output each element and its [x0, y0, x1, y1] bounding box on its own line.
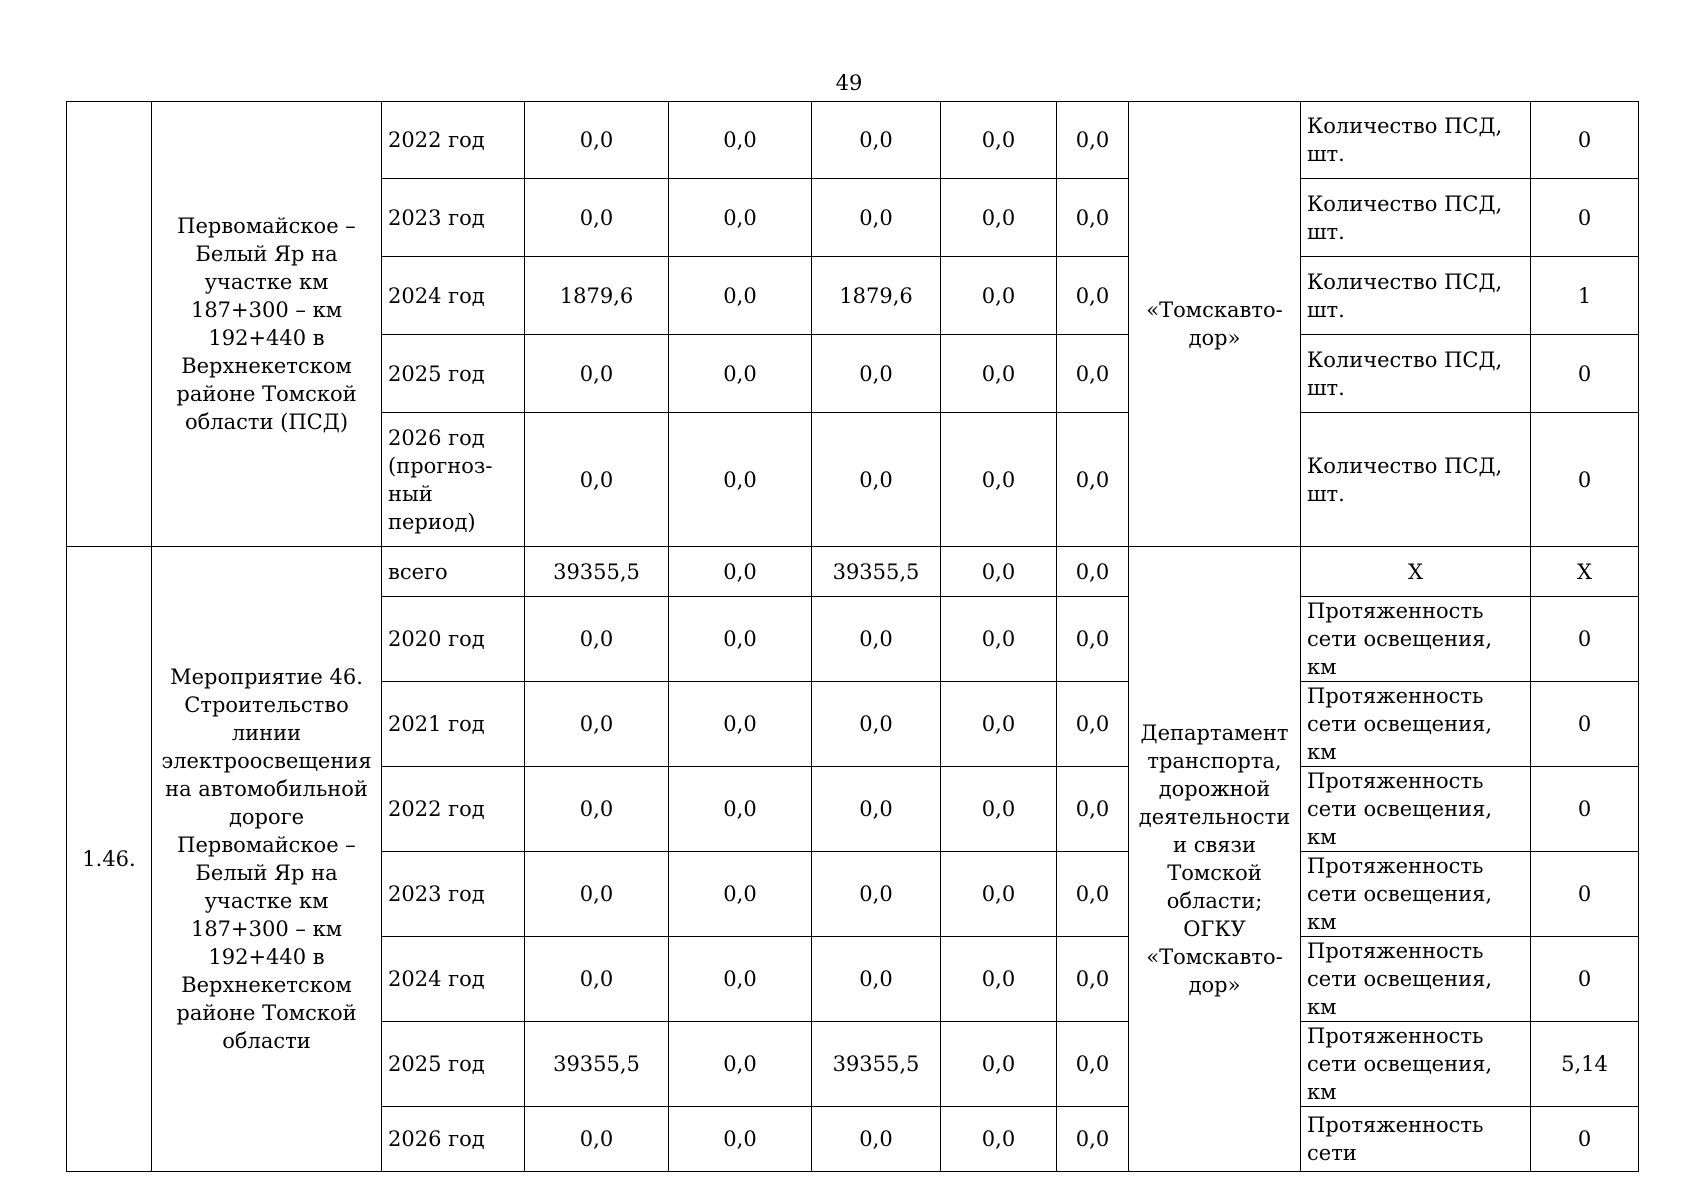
indicator-cell: Протяженность сети освещения, км	[1301, 1022, 1531, 1107]
period-cell: 2026 год	[382, 1107, 525, 1172]
indicator-cell: Протяженность сети освещения, км	[1301, 597, 1531, 682]
value-cell: 0,0	[669, 597, 812, 682]
value-cell: 39355,5	[525, 1022, 669, 1107]
value-cell: 39355,5	[812, 1022, 941, 1107]
value-cell: 1879,6	[525, 257, 669, 335]
period-cell: 2023 год	[382, 852, 525, 937]
value-cell: 0,0	[669, 335, 812, 413]
value-cell: 0,0	[812, 102, 941, 179]
indicator-cell: Количество ПСД, шт.	[1301, 179, 1531, 257]
value-cell: 0,0	[525, 682, 669, 767]
value-cell: 0,0	[941, 1022, 1057, 1107]
indicator-value: 0	[1531, 335, 1639, 413]
period-cell: 2025 год	[382, 1022, 525, 1107]
value-cell: 0,0	[941, 597, 1057, 682]
value-cell: 0,0	[525, 1107, 669, 1172]
value-cell: 0,0	[1057, 1107, 1129, 1172]
indicator-value: 0	[1531, 597, 1639, 682]
period-cell: 2021 год	[382, 682, 525, 767]
period-cell: 2022 год	[382, 767, 525, 852]
value-cell: 0,0	[812, 1107, 941, 1172]
value-cell: 0,0	[941, 1107, 1057, 1172]
indicator-cell: Количество ПСД, шт.	[1301, 102, 1531, 179]
period-cell: 2026 год (прогноз-ный период)	[382, 413, 525, 547]
value-cell: 0,0	[812, 179, 941, 257]
value-cell: 0,0	[941, 682, 1057, 767]
page-number: 49	[835, 71, 863, 95]
value-cell: 0,0	[1057, 102, 1129, 179]
item-number	[67, 102, 152, 547]
value-cell: 0,0	[1057, 547, 1129, 597]
value-cell: 0,0	[1057, 335, 1129, 413]
value-cell: 0,0	[1057, 767, 1129, 852]
value-cell: 0,0	[941, 767, 1057, 852]
value-cell: 0,0	[941, 937, 1057, 1022]
indicator-value: Х	[1531, 547, 1639, 597]
value-cell: 0,0	[941, 102, 1057, 179]
indicator-cell: Протяженность сети освещения, км	[1301, 767, 1531, 852]
value-cell: 0,0	[669, 1022, 812, 1107]
indicator-value: 5,14	[1531, 1022, 1639, 1107]
responsible-executor: Департамент транспорта, дорожной деятельности и связи Томской области; ОГКУ «Томскавто-дор»	[1129, 547, 1301, 1172]
value-cell: 0,0	[669, 937, 812, 1022]
value-cell: 0,0	[525, 335, 669, 413]
indicator-value: 0	[1531, 852, 1639, 937]
value-cell: 0,0	[941, 413, 1057, 547]
table-row	[67, 547, 1639, 597]
period-cell: 2025 год	[382, 335, 525, 413]
indicator-cell: Протяженность сети освещения, км	[1301, 937, 1531, 1022]
value-cell: 0,0	[669, 102, 812, 179]
value-cell: 0,0	[812, 335, 941, 413]
value-cell: 0,0	[941, 852, 1057, 937]
period-cell: 2022 год	[382, 102, 525, 179]
indicator-value: 1	[1531, 257, 1639, 335]
value-cell: 0,0	[812, 937, 941, 1022]
indicator-cell: Протяженность сети освещения, км	[1301, 682, 1531, 767]
value-cell: 0,0	[941, 335, 1057, 413]
value-cell: 0,0	[812, 597, 941, 682]
value-cell: 39355,5	[812, 547, 941, 597]
value-cell: 0,0	[669, 257, 812, 335]
program-table	[66, 101, 1639, 1172]
indicator-cell: Х	[1301, 547, 1531, 597]
value-cell: 39355,5	[525, 547, 669, 597]
value-cell: 0,0	[669, 179, 812, 257]
responsible-executor: «Томскавто-дор»	[1129, 102, 1301, 547]
value-cell: 0,0	[669, 852, 812, 937]
activity-name: Мероприятие 46. Строительство линии электроосвещения на автомобильной дороге Первомайское – Белый Яр на участке км 187+300 – км 192+440 в Верхнекетском районе Томской области	[152, 547, 382, 1172]
value-cell: 0,0	[941, 179, 1057, 257]
value-cell: 0,0	[669, 767, 812, 852]
indicator-value: 0	[1531, 102, 1639, 179]
value-cell: 0,0	[525, 413, 669, 547]
value-cell: 0,0	[525, 102, 669, 179]
indicator-cell: Протяженность сети освещения, км	[1301, 852, 1531, 937]
value-cell: 0,0	[1057, 597, 1129, 682]
value-cell: 0,0	[525, 597, 669, 682]
indicator-cell: Количество ПСД, шт.	[1301, 413, 1531, 547]
value-cell: 0,0	[669, 413, 812, 547]
indicator-value: 0	[1531, 937, 1639, 1022]
value-cell: 0,0	[812, 682, 941, 767]
activity-name: Первомайское – Белый Яр на участке км 187+300 – км 192+440 в Верхнекетском районе Томской области (ПСД)	[152, 102, 382, 547]
value-cell: 0,0	[1057, 179, 1129, 257]
value-cell: 0,0	[1057, 257, 1129, 335]
value-cell: 0,0	[525, 179, 669, 257]
value-cell: 0,0	[812, 413, 941, 547]
indicator-value: 0	[1531, 179, 1639, 257]
period-cell: 2024 год	[382, 257, 525, 335]
period-cell: 2020 год	[382, 597, 525, 682]
value-cell: 0,0	[669, 547, 812, 597]
period-cell: 2023 год	[382, 179, 525, 257]
value-cell: 0,0	[1057, 413, 1129, 547]
value-cell: 0,0	[525, 937, 669, 1022]
indicator-value: 0	[1531, 1107, 1639, 1172]
value-cell: 0,0	[1057, 937, 1129, 1022]
period-cell: всего	[382, 547, 525, 597]
value-cell: 0,0	[1057, 1022, 1129, 1107]
value-cell: 0,0	[1057, 852, 1129, 937]
value-cell: 0,0	[669, 682, 812, 767]
value-cell: 0,0	[525, 767, 669, 852]
indicator-cell: Количество ПСД, шт.	[1301, 335, 1531, 413]
indicator-value: 0	[1531, 413, 1639, 547]
indicator-cell: Количество ПСД, шт.	[1301, 257, 1531, 335]
period-cell: 2024 год	[382, 937, 525, 1022]
indicator-cell: Протяженность сети	[1301, 1107, 1531, 1172]
value-cell: 0,0	[941, 547, 1057, 597]
value-cell: 1879,6	[812, 257, 941, 335]
value-cell: 0,0	[525, 852, 669, 937]
value-cell: 0,0	[941, 257, 1057, 335]
value-cell: 0,0	[669, 1107, 812, 1172]
value-cell: 0,0	[1057, 682, 1129, 767]
indicator-value: 0	[1531, 767, 1639, 852]
indicator-value: 0	[1531, 682, 1639, 767]
value-cell: 0,0	[812, 767, 941, 852]
value-cell: 0,0	[812, 852, 941, 937]
table-row	[67, 102, 1639, 179]
item-number: 1.46.	[67, 547, 152, 1172]
